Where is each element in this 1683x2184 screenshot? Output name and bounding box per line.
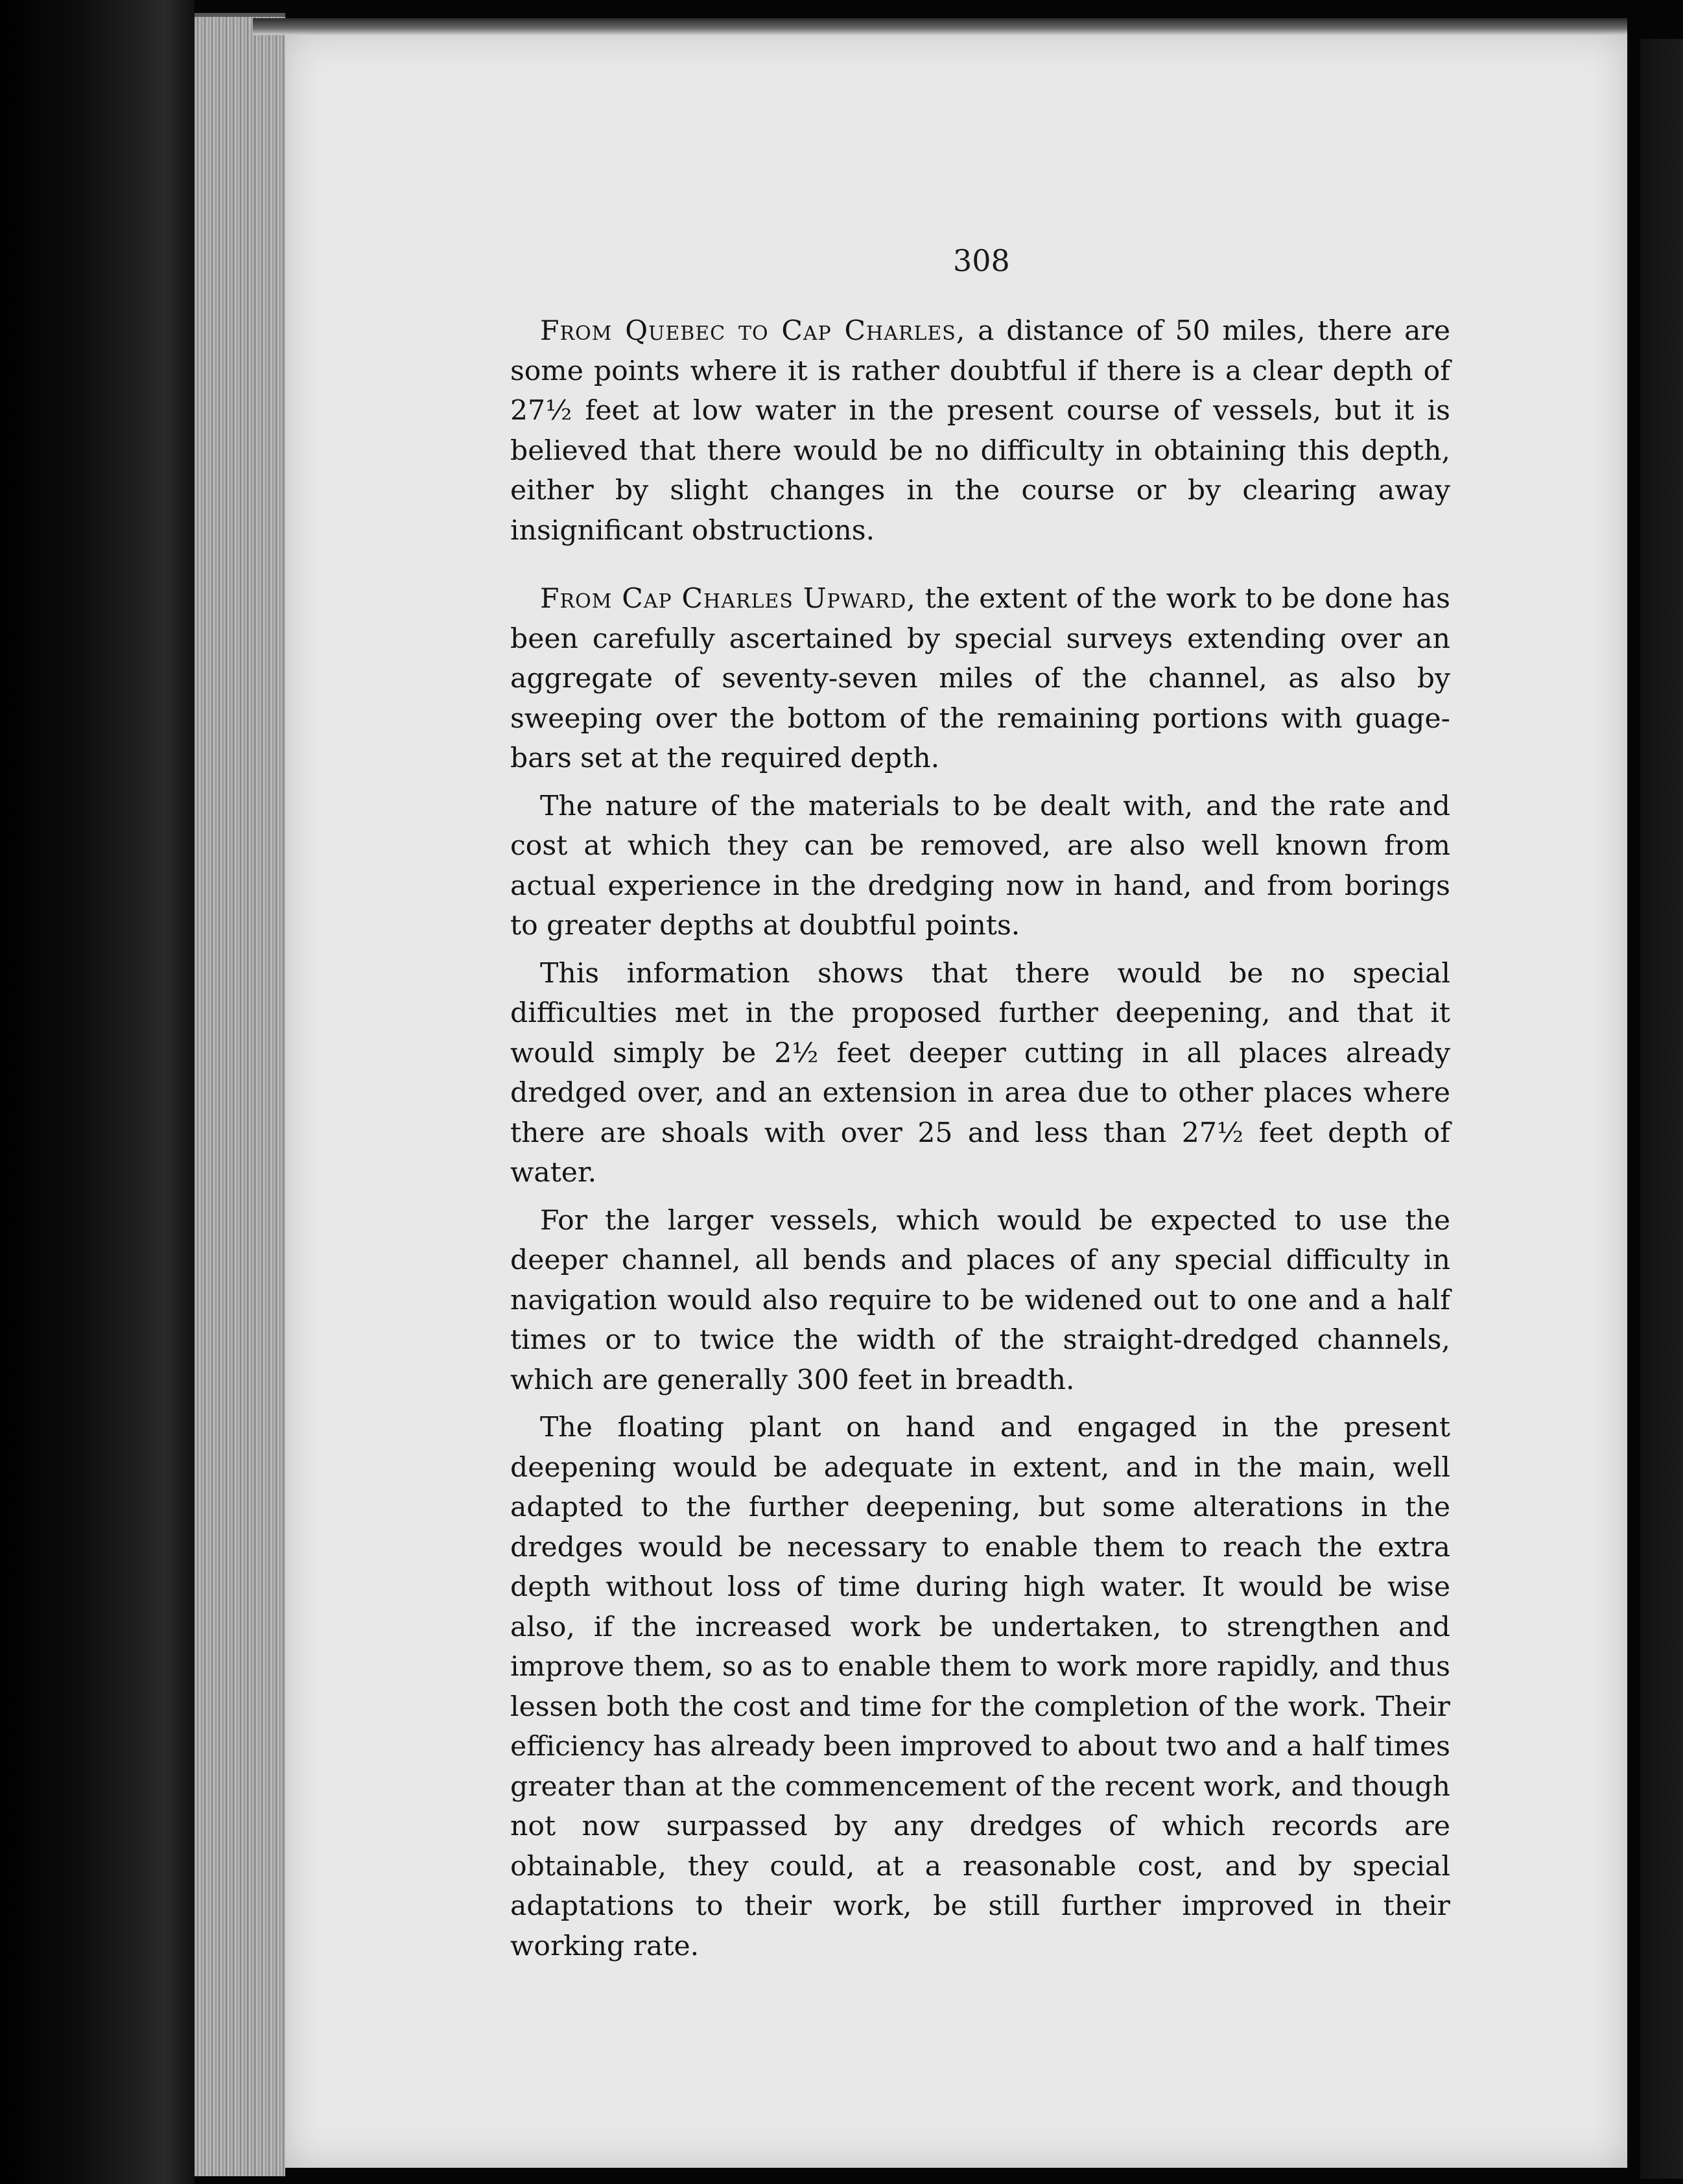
paragraph-lead: From Quebec to Cap Charles, bbox=[540, 315, 966, 347]
paragraph-lead: From Cap Charles Upward, bbox=[540, 583, 916, 615]
paragraph-floating-plant bbox=[510, 1408, 1450, 1966]
paragraph-text: a distance of 50 miles, there are some points where it is rather doubtful if there is a clear depth of 27½ feet at low water in the present course of vessels, but it is believed that there would be no difficulty in obtaining this depth, either by slight changes in the course or by clearing away insignificant obstructions. bbox=[510, 315, 1450, 547]
page-number: 308 bbox=[953, 243, 1010, 278]
paragraph-quebec-to-cap-charles bbox=[510, 311, 1450, 551]
body-text bbox=[510, 311, 1450, 1966]
paragraph-materials bbox=[510, 787, 1450, 946]
paragraph-text: This information shows that there would be no special difficulties met in the proposed further deepening, and that it would simply be 2½ feet deeper cutting in all places already dredged over, and an extension in area due to other places where there are shoals with over 25 and less than 27½ feet depth of water. bbox=[510, 957, 1450, 1189]
page-stack-edges bbox=[194, 13, 285, 2176]
paragraph-text: the extent of the work to be done has been carefully ascertained by special surveys extending over an aggregate of seventy-seven miles of the channel, as also by sweeping over the bottom of the remaining portions with guage-bars set at the required depth. bbox=[510, 583, 1450, 774]
book-binding-edge bbox=[0, 0, 194, 2184]
paragraph-larger-vessels bbox=[510, 1201, 1450, 1401]
paragraph-text: The nature of the materials to be dealt with, and the rate and cost at which they can be removed, are also well known from actual experience in the dredging now in hand, and from borings to greater depths at doubtful points. bbox=[510, 790, 1450, 942]
paragraph-text: The floating plant on hand and engaged in the present deepening would be adequate in extent, and in the main, well adapted to the further deepening, but some alterations in the dredges would be necessary to enable them to reach the extra depth without loss of time during high water. It would be wise also, if the increased work be undertaken, to strengthen and improve them, so as to enable them to work more rapidly, and thus lessen both the cost and time for the completion of the work. Their efficiency has already been improved to about two and a half times greater than at the commencement of the recent work, and though not now surpassed by any dredges of which records are obtainable, they could, at a reasonable cost, and by special adaptations to their work, be still further improved in their working rate. bbox=[510, 1412, 1450, 1962]
paragraph-cap-charles-upward bbox=[510, 579, 1450, 779]
paragraph-text: For the larger vessels, which would be expected to use the deeper channel, all bends and places of any special difficulty in navigation would also require to be widened out to one and a half times or to twice the width of the straight-dredged channels, which are generally 300 feet in breadth. bbox=[510, 1204, 1450, 1396]
top-page-shadow bbox=[253, 18, 1627, 35]
facing-page-sliver bbox=[1640, 39, 1683, 2179]
paragraph-information bbox=[510, 954, 1450, 1193]
